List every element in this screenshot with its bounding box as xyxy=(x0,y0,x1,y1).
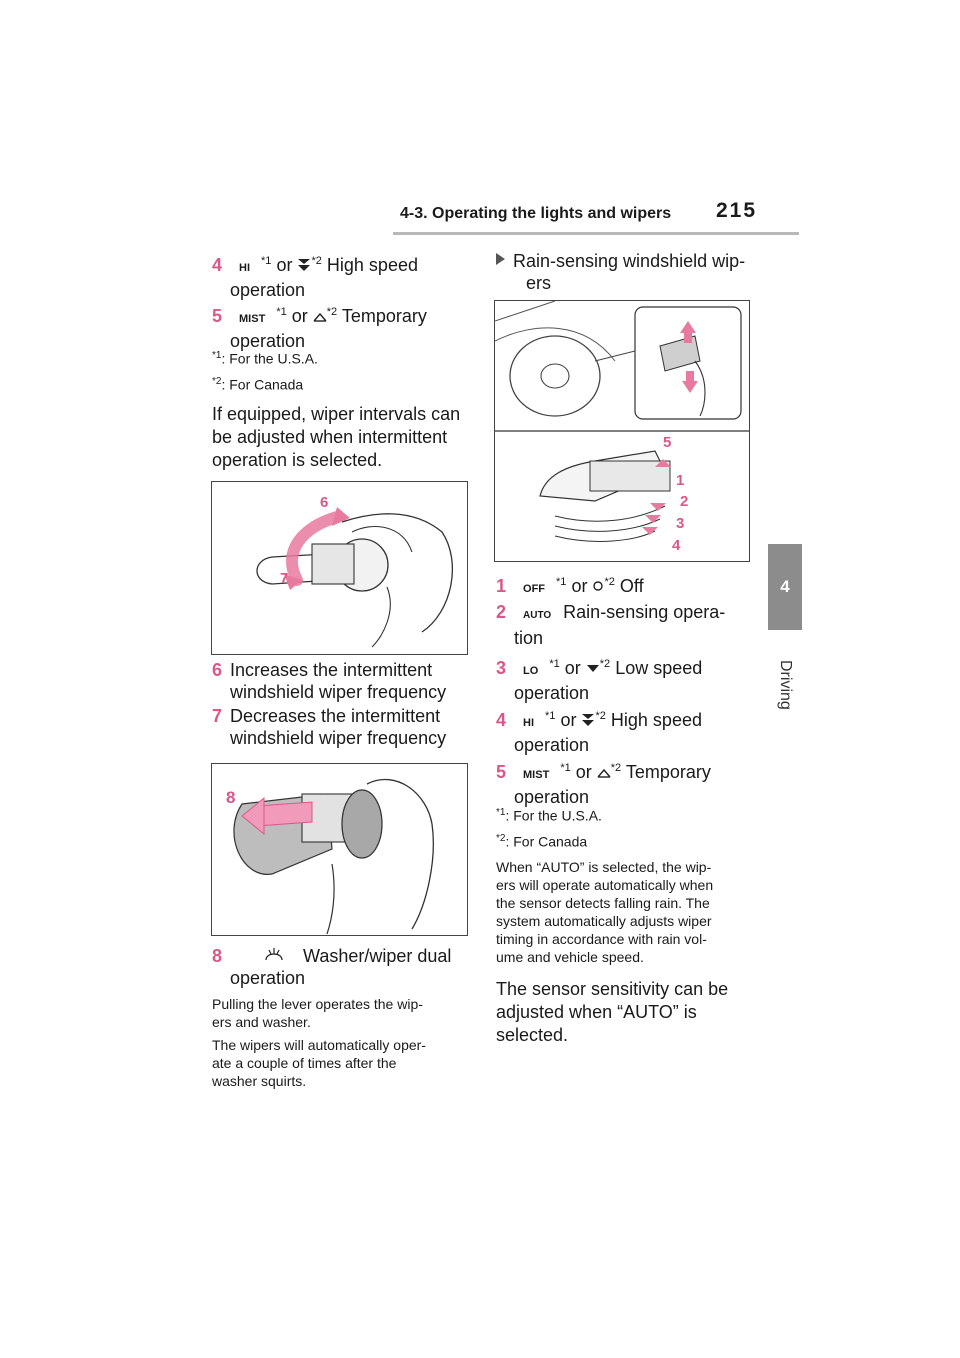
mist-badge: MIST xyxy=(239,313,266,325)
callout-8: 8 xyxy=(226,788,236,807)
list-item: 4 HI $^{*1}$ or $^{*2}$ High speed operation xyxy=(496,710,702,755)
callout-6: 6 xyxy=(320,494,329,511)
mist-icon xyxy=(313,311,327,323)
list-item: 5 MIST $^{*1}$ or $^{*2}$ Temporary operation xyxy=(496,762,711,807)
footnote: $^{*2}$: For Canada xyxy=(496,833,588,850)
header-rule xyxy=(393,232,799,235)
footnote: $^{*1}$: For the U.S.A. xyxy=(496,807,602,824)
bullet-heading: Rain-sensing windshield wip- ers xyxy=(496,250,745,294)
lo-badge: LO xyxy=(523,665,539,677)
high-speed-icon xyxy=(581,713,595,727)
list-item: 4 HI $^{*1}$ or $^{*2}$ High speed operation xyxy=(212,255,418,300)
figure-washer xyxy=(211,763,468,936)
hi-badge: HI xyxy=(239,262,251,274)
list-item: 5 MIST $^{*1}$ or $^{*2}$ Temporary operation xyxy=(212,306,427,351)
list-item: 6 Increases the intermittent windshield wiper frequency xyxy=(212,660,447,702)
callout-2: 2 xyxy=(680,493,689,510)
note-text: The wipers will automatically oper- ate a couple of times after the washer squirts. xyxy=(212,1037,426,1089)
auto-note: When “AUTO” is selected, the wip- ers will operate automatically when the sensor detects falling rain. The system automatically adjusts wiper timing in accordance with rain vol- ume and vehicle speed. xyxy=(496,859,714,965)
off-badge: OFF xyxy=(523,583,546,595)
callout-3: 3 xyxy=(676,515,685,532)
callout-4: 4 xyxy=(672,537,681,554)
sensitivity-paragraph: The sensor sensitivity can be adjusted when “AUTO” is selected. xyxy=(496,979,729,1045)
bullet-icon xyxy=(496,253,505,265)
intro-paragraph: If equipped, wiper intervals can be adjusted when intermittent operation is selected. xyxy=(212,404,461,470)
wiper-lever-illustration xyxy=(212,482,467,654)
list-item: 2 AUTO Rain-sensing opera- tion xyxy=(496,602,726,648)
chapter-tab: 4 xyxy=(768,544,802,630)
page-number: 215 xyxy=(716,199,758,222)
list-item: 3 LO $^{*1}$ or $^{*2}$ Low speed operation xyxy=(496,658,703,703)
washer-icon xyxy=(263,946,285,964)
list-item: 7 Decreases the intermittent windshield wiper frequency xyxy=(212,706,447,748)
mist-icon xyxy=(597,767,611,779)
note-text: Pulling the lever operates the wip- ers and washer. xyxy=(212,996,423,1030)
washer-lever-illustration xyxy=(212,764,467,935)
off-circle-icon xyxy=(592,580,604,592)
figure-wiper-interval xyxy=(211,481,468,655)
auto-badge: AUTO xyxy=(523,610,552,621)
hi-badge: HI xyxy=(523,717,535,729)
chapter-label: Driving xyxy=(777,660,794,710)
section-title: 4-3. Operating the lights and wipers xyxy=(400,205,672,222)
footnote: $^{*2}$: For Canada xyxy=(212,376,304,393)
figure-rain-sensing xyxy=(494,300,750,562)
footnote: $^{*1}$: For the U.S.A. xyxy=(212,350,318,367)
callout-5: 5 xyxy=(663,434,672,451)
list-item: 8 Washer/wiper dual operation xyxy=(212,946,452,988)
callout-7: 7 xyxy=(280,570,289,587)
mist-badge: MIST xyxy=(523,769,550,781)
rain-sensing-illustration xyxy=(495,301,749,561)
low-speed-icon xyxy=(586,664,600,674)
callout-1: 1 xyxy=(676,472,685,489)
high-speed-icon xyxy=(297,258,311,272)
list-item: 1 OFF $^{*1}$ or $^{*2}$ Off xyxy=(496,571,644,600)
